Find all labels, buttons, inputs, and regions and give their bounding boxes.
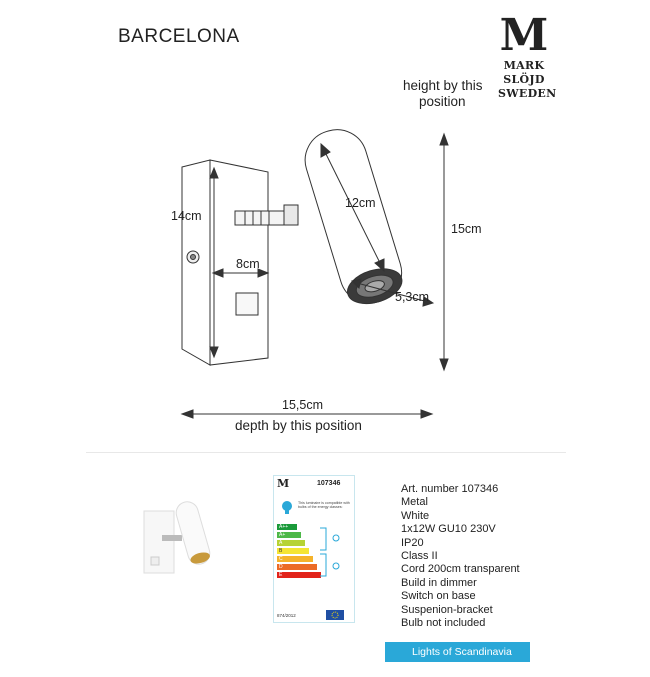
energy-label-logo: M [277, 477, 290, 490]
spec-item: Suspenion-bracket [401, 603, 493, 616]
shade-diameter-label: 5,3cm [395, 290, 430, 304]
energy-class-c: C [277, 556, 313, 562]
footer-bar [385, 642, 530, 662]
energy-label [273, 475, 355, 623]
eu-flag-icon [326, 610, 344, 620]
energy-class-app: A++ [277, 524, 297, 530]
bulb-icon [280, 500, 294, 516]
logo-mark: M [499, 10, 549, 61]
height-note [403, 78, 483, 110]
spec-item: 1x12W GU10 230V [401, 523, 496, 536]
spec-item: Metal [401, 496, 428, 509]
spec-item: White [401, 509, 430, 522]
spec-item: Switch on base [401, 590, 476, 603]
product-photo [135, 493, 245, 593]
spec-item: Bulb not included [401, 617, 486, 630]
height-note-line-1: height by this [403, 78, 483, 93]
divider [86, 452, 566, 453]
energy-class-d: D [277, 564, 317, 570]
logo-line-3: SWEDEN [498, 87, 557, 100]
energy-label-number: 107346 [317, 480, 341, 487]
energy-class-a: A [277, 540, 305, 546]
back-width-label: 8cm [236, 257, 260, 271]
energy-class-b: B [277, 548, 309, 554]
spec-item: Cord 200cm transparent [401, 563, 520, 576]
height-note-line-2: position [419, 94, 466, 109]
back-height-label: 14cm [171, 209, 202, 223]
spec-item: Build in dimmer [401, 576, 477, 589]
shade-length-label: 12cm [345, 196, 376, 210]
energy-label-note: This luminaire is compatible with bulbs of the energy classes: [298, 501, 350, 510]
energy-class-e: E [277, 572, 321, 578]
compatibility-marks-icon [318, 526, 348, 582]
logo-line-2: SLÖJD [503, 73, 545, 86]
product-title: BARCELONA [118, 26, 240, 47]
spec-item: Art. number 107346 [401, 483, 499, 495]
depth-note: depth by this position [235, 418, 362, 433]
depth-label: 15,5cm [282, 398, 323, 412]
energy-label-regulation: 874/2012 [277, 613, 296, 618]
footer-tagline: Lights of Scandinavia [412, 646, 512, 658]
spec-item: Class II [401, 550, 438, 563]
spec-item: IP20 [401, 536, 424, 549]
spec-list [401, 483, 520, 630]
dimmer-switch [236, 293, 258, 315]
energy-class-ap: A+ [277, 532, 301, 538]
total-height-label: 15cm [451, 222, 482, 236]
logo-line-1: MARK [503, 59, 545, 72]
